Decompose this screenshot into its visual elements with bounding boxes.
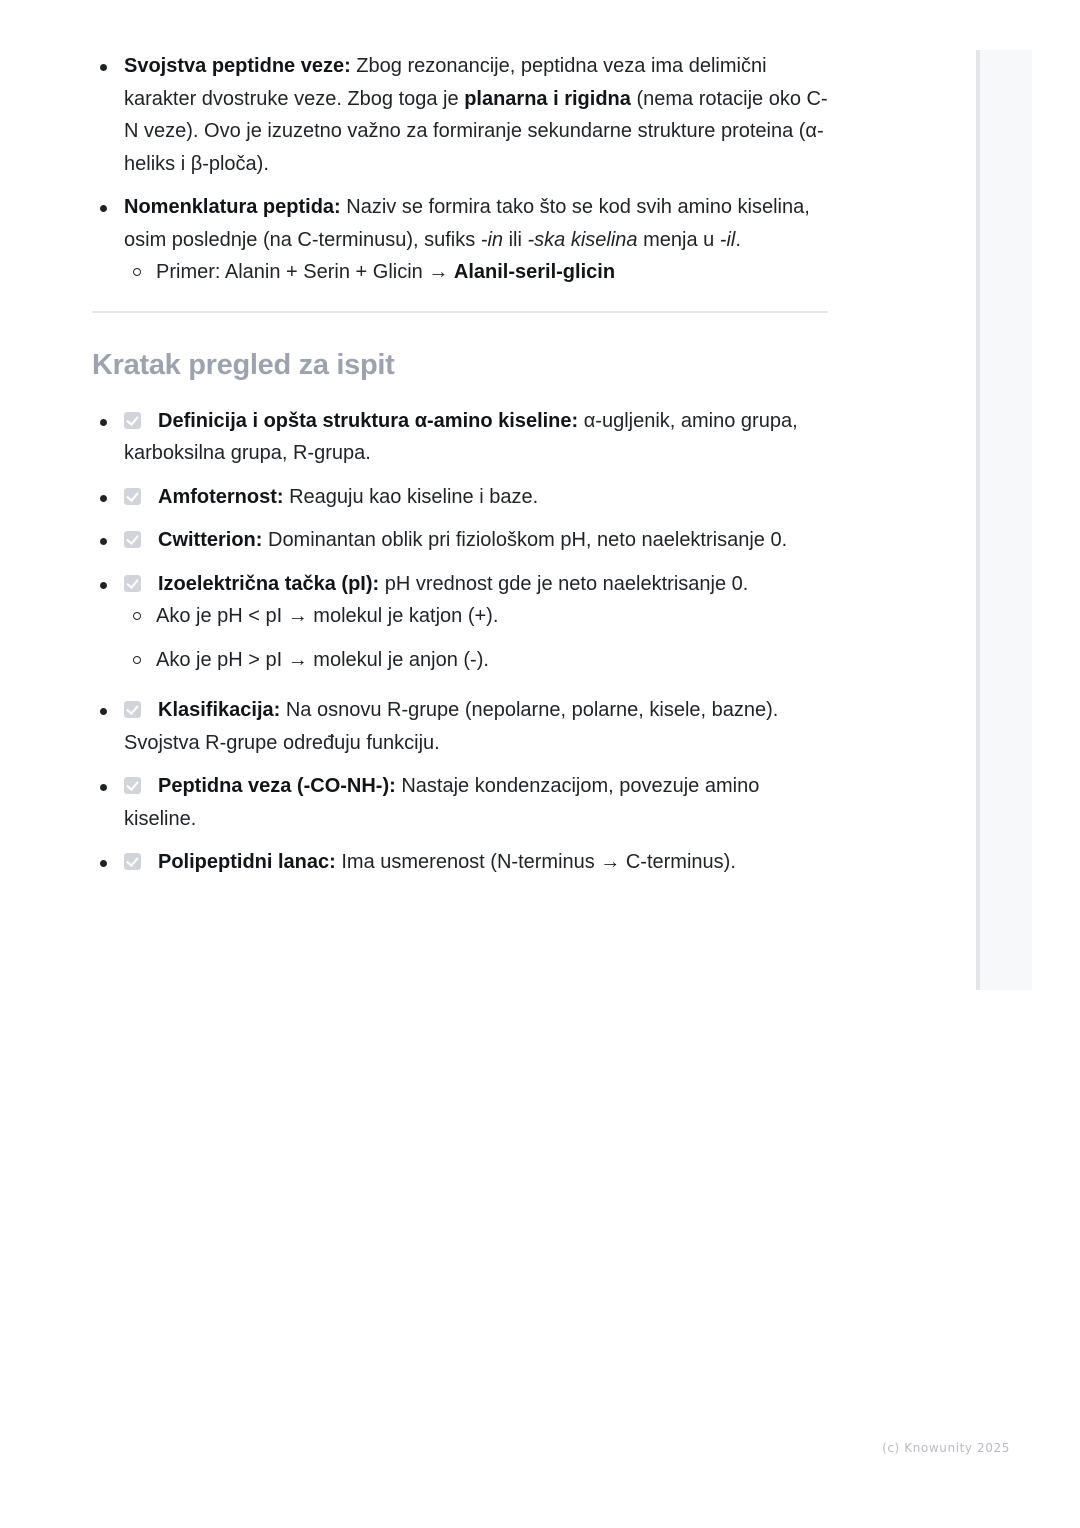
checklist-item: Izoelektrična tačka (pI): pH vrednost gde je neto naelektrisanje 0. Ako je pH < pI → molekul je katjon (+). Ako je pH > pI → molekul je anjon (-). bbox=[124, 568, 828, 677]
top-bullet-list bbox=[92, 50, 828, 289]
checkbox-checked-icon bbox=[124, 701, 141, 718]
side-panel bbox=[976, 50, 1032, 990]
section-heading: Kratak pregled za ispit bbox=[92, 348, 395, 381]
checkbox-checked-icon bbox=[124, 575, 141, 592]
section-divider bbox=[92, 311, 828, 313]
checkbox-checked-icon bbox=[124, 488, 141, 505]
checkbox-checked-icon bbox=[124, 777, 141, 794]
list-item-peptide-nomenclature: Nomenklatura peptida: Naziv se formira tako što se kod svih amino kiselina, osim poslednje (na C-terminusu), sufiks -in ili -ska kiselina menja u -il. Primer: Alanin + Serin + Glicin → Alanil-seril-glicin bbox=[124, 191, 828, 289]
checklist-item: Klasifikacija: Na osnovu R-grupe (nepolarne, polarne, kisele, bazne). Svojstva R-grupe određuju funkciju. bbox=[124, 694, 828, 759]
sub-list-item: Ako je pH > pI → molekul je anjon (-). bbox=[156, 644, 828, 677]
checklist-item: Peptidna veza (-CO-NH-): Nastaje kondenzacijom, povezuje amino kiseline. bbox=[124, 770, 828, 835]
checklist-item: Definicija i opšta struktura α-amino kiseline: α-ugljenik, amino grupa, karboksilna grupa, R-grupa. bbox=[124, 405, 828, 470]
checkbox-checked-icon bbox=[124, 853, 141, 870]
sub-list-item: Ako je pH < pI → molekul je katjon (+). bbox=[156, 600, 828, 633]
checkbox-checked-icon bbox=[124, 412, 141, 429]
checklist-item: Amfoternost: Reaguju kao kiseline i baze. bbox=[124, 481, 828, 514]
checklist-item: Cwitterion: Dominantan oblik pri fiziološkom pH, neto naelektrisanje 0. bbox=[124, 524, 828, 557]
copyright-footer: (c) Knowunity 2025 bbox=[882, 1441, 1010, 1455]
checkbox-checked-icon bbox=[124, 531, 141, 548]
sub-list-item-example: Primer: Alanin + Serin + Glicin → Alanil-seril-glicin bbox=[156, 256, 828, 289]
item-title: Nomenklatura peptida: bbox=[124, 196, 341, 218]
item-title: Svojstva peptidne veze: bbox=[124, 55, 351, 77]
emphasis: planarna i rigidna bbox=[464, 87, 631, 110]
list-item-peptide-bond-properties: Svojstva peptidne veze: Zbog rezonancije, peptidna veza ima delimični karakter dvostruke veze. Zbog toga je planarna i rigidna (nema rotacije oko C-N veze). Ovo je izuzetno važno za formiranje sekundarne strukture proteina (α-heliks i β-ploča). bbox=[124, 50, 828, 180]
sub-list bbox=[124, 256, 828, 289]
sub-list bbox=[124, 600, 828, 676]
document-content bbox=[92, 50, 828, 890]
review-checklist bbox=[92, 405, 828, 879]
checklist-item: Polipeptidni lanac: Ima usmerenost (N-terminus → C-terminus). bbox=[124, 846, 828, 879]
